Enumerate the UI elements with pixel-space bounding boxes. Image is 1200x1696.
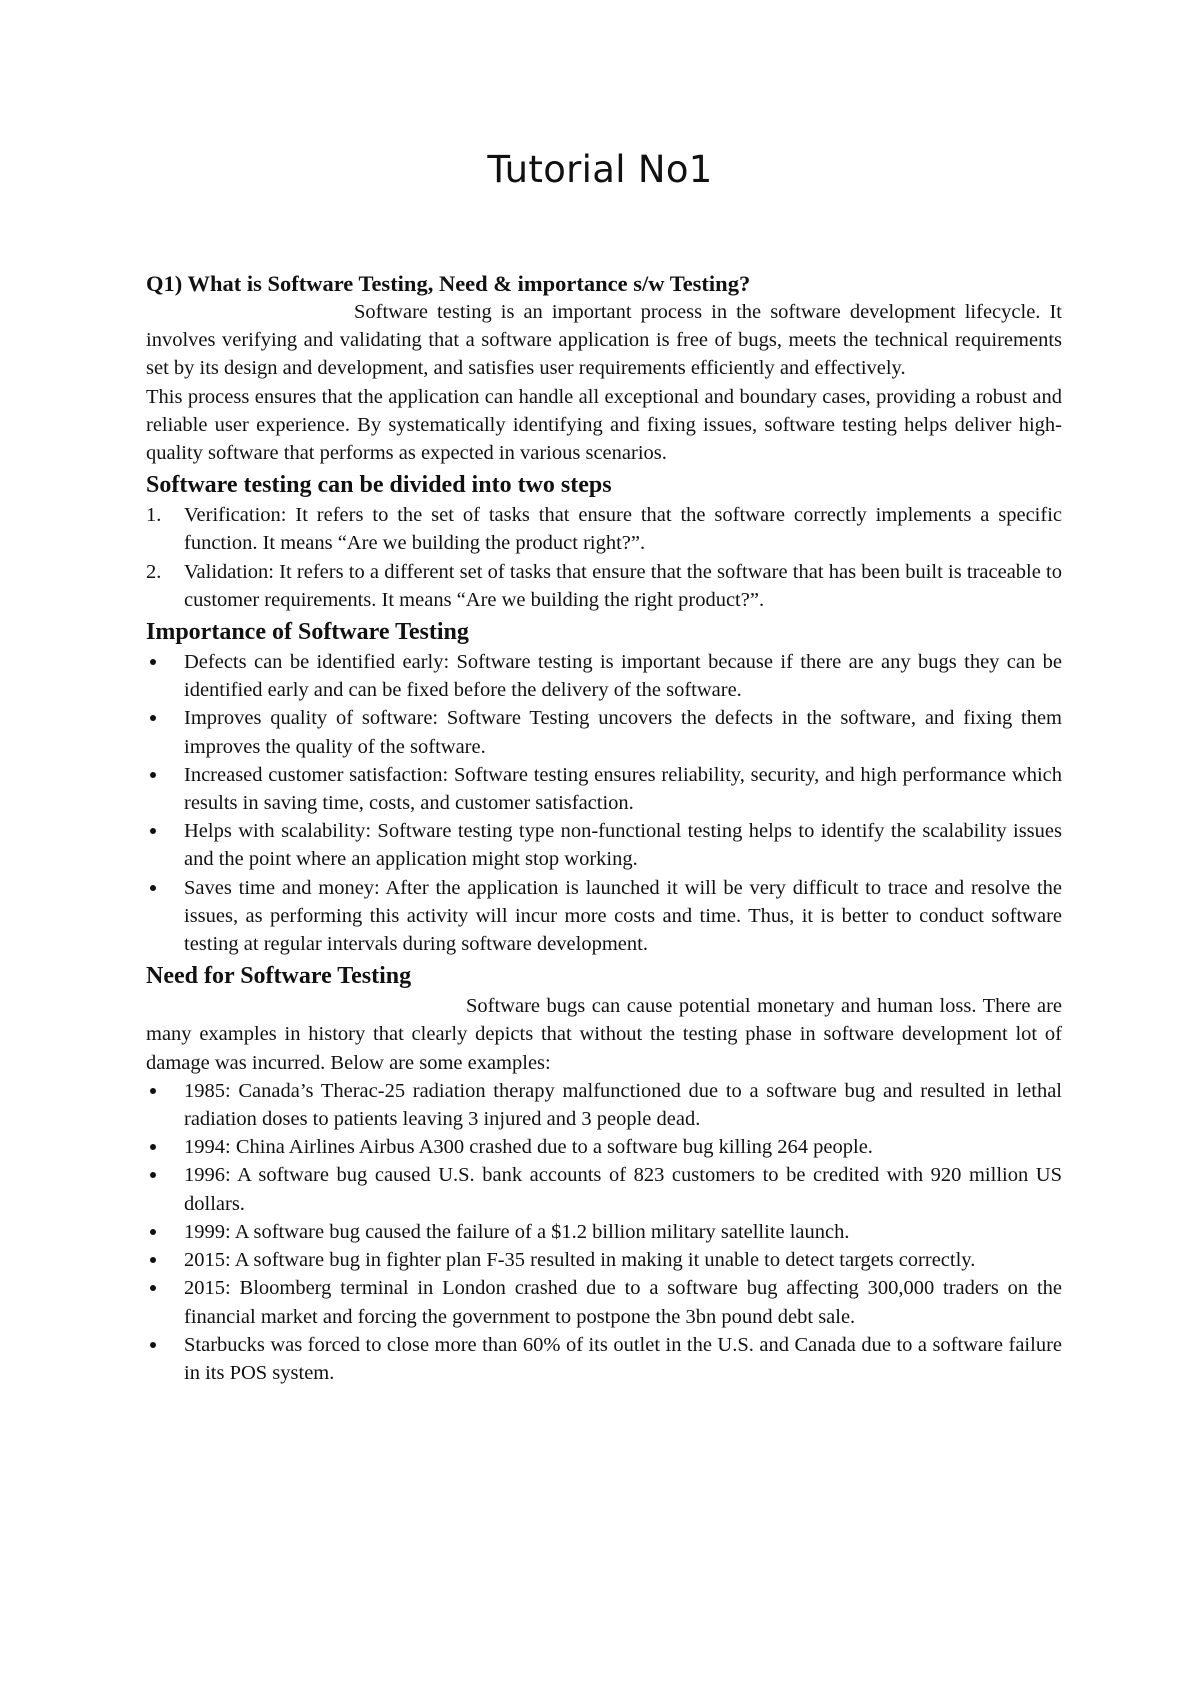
list-item [146,1218,1062,1246]
list-item-text: 1985: Canada’s Therac-25 radiation therapy malfunctioned due to a software bug and resulted in lethal radiation doses to patients leaving 3 injured and 3 people dead. [184,1079,1062,1131]
document-body [146,270,1062,1387]
list-item [146,817,1062,873]
bullet-icon [150,1229,156,1235]
list-item [146,1161,1062,1217]
bullet-icon [150,828,156,834]
bullet-icon [150,1088,156,1094]
process-paragraph: This process ensures that the application can handle all exceptional and boundary cases, providing a robust and reliable user experience. By systematically identifying and fixing issues, software testing helps deliver high-quality software that performs as expected in various scenarios. [146,385,1062,465]
list-item-text: 1994: China Airlines Airbus A300 crashed due to a software bug killing 264 people. [184,1136,873,1159]
list-item [146,1274,1062,1330]
list-item-text: 2015: A software bug in fighter plan F-35 resulted in making it unable to detect targets correctly. [184,1249,976,1272]
list-item [146,1077,1062,1133]
list-item-text: Saves time and money: After the application is launched it will be very difficult to trace and resolve the issues, as performing this activity will incur more costs and time. Thus, it is better to conduct software testing at regular intervals during software development. [184,876,1062,956]
list-item-text: Verification: It refers to the set of tasks that ensure that the software correctly implements a specific function. It means “Are we building the product right?”. [184,504,1062,555]
list-item-text: Increased customer satisfaction: Software testing ensures reliability, security, and high performance which results in saving time, costs, and customer satisfaction. [184,763,1062,815]
list-item [146,874,1062,959]
need-intro-paragraph: Software bugs can cause potential monetary and human loss. There are many examples in history that clearly depicts that without the testing phase in software development lot of damage was incurred. Below are some examples: [146,995,1062,1074]
list-number: 1. [146,504,162,527]
list-item [146,1133,1062,1161]
intro-paragraph: Software testing is an important process in the software development lifecycle. It involves verifying and validating that a software application is free of bugs, meets the technical requirements set by its design and development, and satisfies user requirements efficiently and effectively. [146,301,1062,380]
list-item [146,761,1062,817]
steps-list [146,501,1062,614]
list-item [146,704,1062,760]
bullet-icon [150,1144,156,1150]
list-item-text: Helps with scalability: Software testing type non-functional testing helps to identify the scalability issues and the point where an application might stop working. [184,820,1062,871]
list-number: 2. [146,560,162,583]
steps-heading: Software testing can be divided into two steps [146,472,612,499]
list-item [146,558,1062,614]
list-item [146,648,1062,704]
need-heading: Need for Software Testing [146,963,412,990]
list-item-text: 1996: A software bug caused U.S. bank accounts of 823 customers to be credited with 920 million US dollars. [184,1164,1062,1215]
list-item [146,501,1062,557]
list-item-text: Improves quality of software: Software Testing uncovers the defects in the software, and fixing them improves the quality of the software. [184,707,1062,758]
importance-heading: Importance of Software Testing [146,619,469,646]
bullet-icon [150,885,156,891]
list-item [146,1246,1062,1274]
bullet-icon [150,772,156,778]
list-item [146,1331,1062,1387]
bullet-icon [150,659,156,665]
bullet-icon [150,1172,156,1178]
bullet-icon [150,715,156,721]
bullet-icon [150,1257,156,1263]
list-item-text: 2015: Bloomberg terminal in London crashed due to a software bug affecting 300,000 traders on the financial market and forcing the government to postpone the 3bn pound debt sale. [184,1277,1062,1328]
bullet-icon [150,1285,156,1291]
list-item-text: 1999: A software bug caused the failure of a $1.2 billion military satellite launch. [184,1220,850,1243]
bullet-icon [150,1342,156,1348]
examples-list [146,1077,1062,1387]
list-item-text: Defects can be identified early: Software testing is important because if there are any bugs they can be identified early and can be fixed before the delivery of the software. [184,651,1062,702]
list-item-text: Starbucks was forced to close more than 60% of its outlet in the U.S. and Canada due to a software failure in its POS system. [184,1333,1062,1384]
list-item-text: Validation: It refers to a different set of tasks that ensure that the software that has been built is traceable to customer requirements. It means “Are we building the right product?”. [184,560,1062,611]
page-title: Tutorial No1 [487,148,713,191]
importance-list [146,648,1062,958]
question-heading: Q1) What is Software Testing, Need & importance s/w Testing? [146,271,751,296]
